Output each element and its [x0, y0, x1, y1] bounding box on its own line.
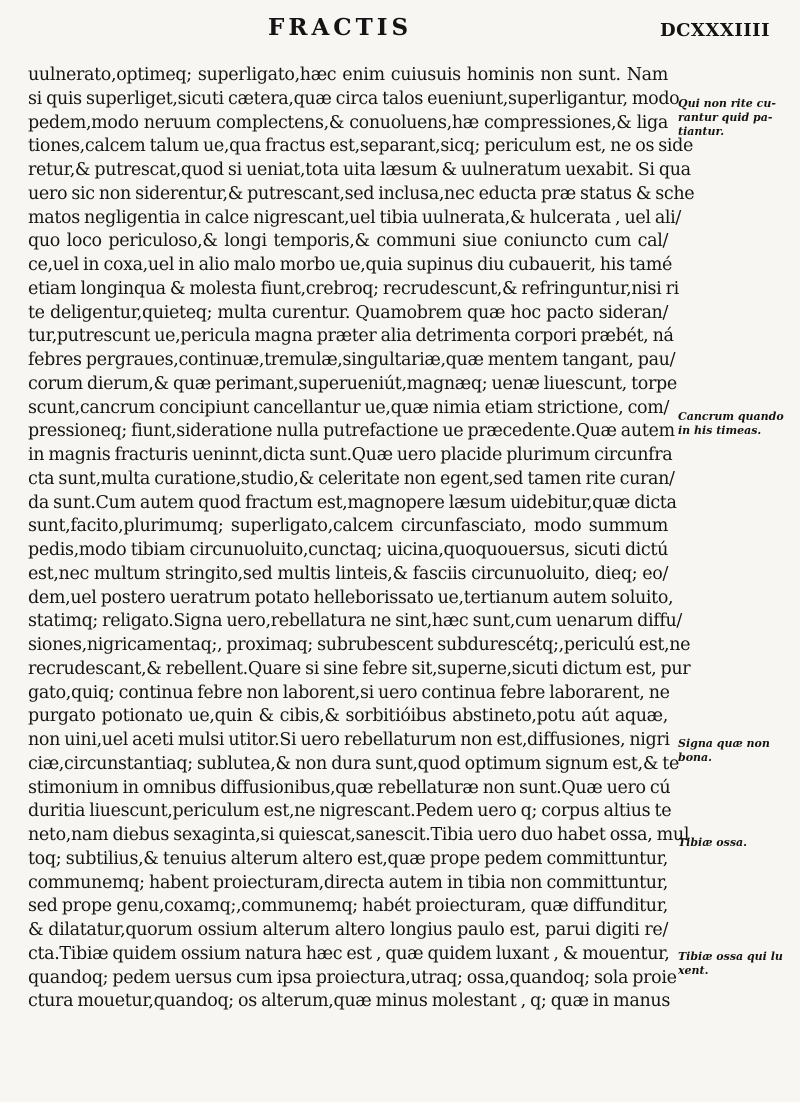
margin-note-cancer: [678, 410, 793, 438]
text-line: stimonium in omnibus diffusionibus,quæ rebellaturæ non sunt.Quæ uero cú: [28, 777, 671, 798]
note-line: bona.: [678, 751, 712, 764]
margin-note-bad-signs: [678, 737, 793, 765]
margin-note-tibia-bones: [678, 836, 793, 850]
text-line: & dilatatur,quorum ossium alterum altero longius paulo est, parui digiti re/: [28, 920, 668, 940]
text-line: sed prope genu,coxamq;,communemq; habét proiecturam, quæ diffunditur,: [28, 896, 668, 917]
note-line: rantur quid pa-: [678, 111, 773, 124]
text-line: tur,putrescunt ue,pericula magna præter alia detrimenta corpori præbét, ná: [28, 326, 674, 347]
text-line: quandoq; pedem uersus cum ipsa proiectura,utraq; ossa,quandoq; sola proie: [28, 967, 677, 988]
text-line: communemq; habent proiecturam,directa autem in tibia non committuntur,: [28, 872, 668, 893]
text-line: cta sunt,multa curatione,studio,& celeritate non egent,sed tamen rite curan/: [28, 468, 675, 489]
text-line: in magnis fracturis ueninnt,dicta sunt.Quæ uero placide plurimum circunfra: [28, 445, 673, 465]
text-line: retur,& putrescat,quod si ueniat,tota uita læsum & uulneratum uexabit. Si qua: [28, 160, 691, 180]
text-line: te deligentur,quieteq; multa curentur. Quamobrem quæ hoc pacto sideran/: [28, 302, 668, 323]
note-line: tiantur.: [678, 125, 725, 138]
text-line: corum dierum,& quæ perimant,superueniút,magnæq; uenæ liuescunt, torpe: [28, 373, 677, 394]
text-line: si quis superliget,sicuti cætera,quæ circa talos eueniunt,superligantur, modo: [28, 88, 680, 109]
note-line: Qui non rite cu-: [678, 97, 776, 110]
text-line: da sunt.Cum autem quod fractum est,magnopere læsum uidebitur,quæ dicta: [28, 492, 677, 513]
text-line: toq; subtilius,& tenuius alterum altero est,quæ prope pedem committuntur,: [28, 848, 668, 869]
margin-note-improper-treatment: [678, 97, 793, 139]
text-line: pedis,modo tibiam circunuoluito,cunctaq; uicina,quoquouersus, sicuti dictú: [28, 540, 668, 560]
text-line: tiones,calcem talum ue,qua fractus est,separant,sicq; periculum est, ne os side: [28, 136, 694, 157]
text-line: statimq; religato.Signa uero,rebellatura ne sint,hæc sunt,cum uenarum diffu/: [28, 611, 682, 632]
text-line: pedem,modo neruum complectens,& conuoluens,hæ compressiones,& liga: [28, 112, 668, 133]
text-line: neto,nam diebus sexaginta,si quiescat,sanescit.Tibia uero duo habet ossa, mul: [28, 825, 690, 845]
text-line: sunt,facito,plurimumq; superligato,calcem circunfasciato, modo summum: [28, 516, 668, 537]
text-line: duritia liuescunt,periculum est,ne nigrescant.Pedem uero q; corpus altius te: [28, 801, 672, 822]
text-line: quo loco periculoso,& longi temporis,& communi siue coniuncto cum cal/: [28, 231, 668, 252]
margin-note-tibia-luxation: [678, 950, 793, 978]
text-line: gato,quiq; continua febre non laborent,si uero continua febre laborarent, ne: [28, 682, 670, 703]
text-line: uulnerato,optimeq; superligato,hæc enim cuiusuis hominis non sunt. Nam: [28, 65, 668, 85]
text-line: etiam longinqua & molesta fiunt,crebroq; recrudescunt,& refringuntur,nisi ri: [28, 278, 679, 299]
text-line: febres pergraues,continuæ,tremulæ,singultariæ,quæ mentem tangant, pau/: [28, 350, 676, 370]
text-line: pressioneq; fiunt,sideratione nulla putrefactione ue præcedente.Quæ autem: [28, 421, 675, 442]
text-line: scunt,cancrum concipiunt cancellantur ue,quæ nimia etiam strictione, com/: [28, 397, 670, 418]
text-line: matos negligentia in calce nigrescant,uel tibia uulnerata,& hulcerata , uel ali/: [28, 207, 681, 228]
text-line: cta.Tibiæ quidem ossium natura hæc est , quæ quidem luxant , & mouentur,: [28, 943, 670, 964]
note-line: Tibiæ ossa qui lu: [678, 950, 783, 963]
note-line: Tibiæ ossa.: [678, 836, 747, 849]
text-line: uero sic non siderentur,& putrescant,sed inclusa,nec educta præ status & sche: [28, 183, 695, 204]
text-line: siones,nigricamentaq;, proximaq; subrubescent subdurescétq;,periculú est,ne: [28, 635, 691, 655]
note-line: in his timeas.: [678, 424, 762, 437]
text-line: non uini,uel aceti mulsi utitor.Si uero rebellaturum non est,diffusiones, nigri: [28, 730, 670, 750]
text-line: dem,uel postero ueratrum potato helleborissato ue,tertianum autem soluito,: [28, 587, 674, 608]
running-head-title: FRACTIS: [268, 14, 413, 41]
note-line: Signa quæ non: [678, 737, 770, 750]
text-line: ciæ,circunstantiaq; sublutea,& non dura sunt,quod optimum signum est,& te: [28, 753, 679, 774]
text-line: ce,uel in coxa,uel in alio malo morbo ue,quia supinus diu cubauerit, his tamé: [28, 255, 672, 275]
text-line: purgato potionato ue,quin & cibis,& sorbitióibus abstineto,potu aút aquæ,: [28, 706, 668, 727]
folio-number: DCXXXIIII: [660, 20, 771, 41]
text-line: recrudescant,& rebellent.Quare si sine febre sit,superne,sicuti dictum est, pur: [28, 658, 691, 679]
note-line: Cancrum quando: [678, 410, 784, 423]
text-line: est,nec multum stringito,sed multis linteis,& fasciis circunuoluito, dieq; eo/: [28, 563, 668, 584]
text-line: ctura mouetur,quandoq; os alterum,quæ minus molestant , q; quæ in manus: [28, 991, 670, 1012]
note-line: xent.: [678, 964, 709, 977]
